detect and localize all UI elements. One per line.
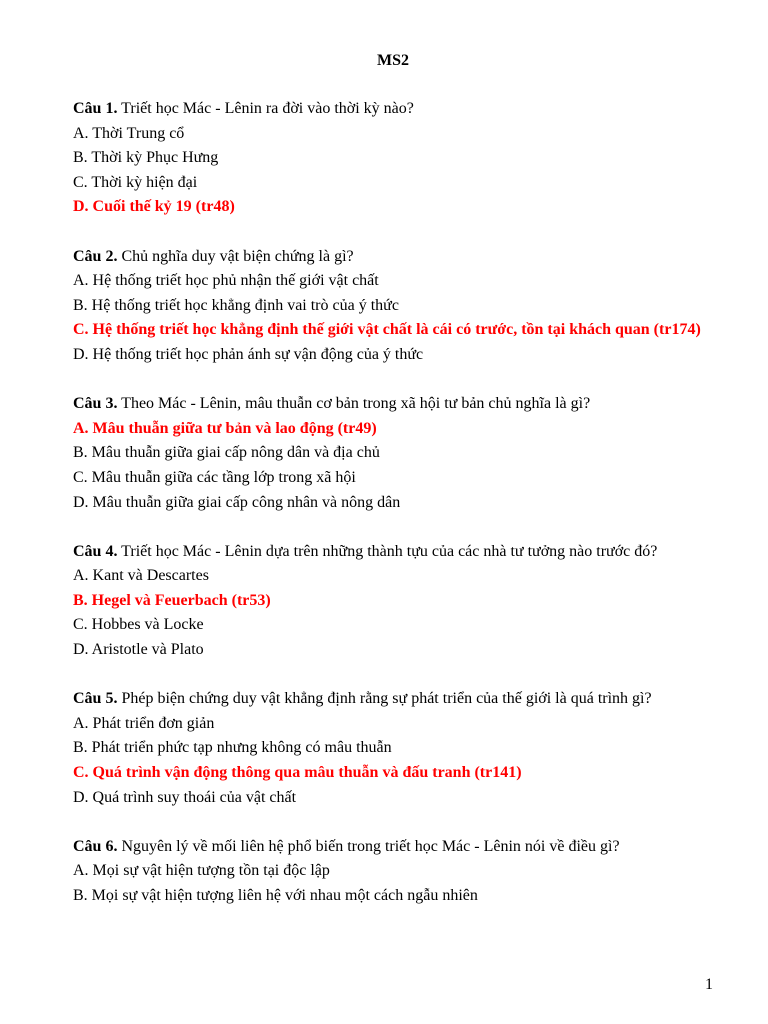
question-5-option-b: B. Phát triển phức tạp nhưng không có mâu thuẫn (73, 739, 392, 757)
question-5-prompt (73, 687, 711, 712)
question-1-option-c: C. Thời kỳ hiện đại (73, 173, 198, 191)
question-1-option-a: A. Thời Trung cổ (73, 124, 185, 142)
question-list (73, 97, 711, 933)
question-4-option-d: D. Aristotle và Plato (73, 641, 204, 659)
question-4-text: Triết học Mác - Lênin dựa trên những thành tựu của các nhà tư tưởng nào trước đó? (121, 542, 658, 560)
question-1-option-d-correct: D. Cuối thế kỷ 19 (tr48) (73, 198, 235, 216)
question-2-text: Chủ nghĩa duy vật biện chứng là gì? (121, 247, 354, 265)
question-2-option-c-correct: C. Hệ thống triết học khẳng định thế giới vật chất là cái có trước, tồn tại khách quan (tr174) (73, 321, 701, 339)
question-1-text: Triết học Mác - Lênin ra đời vào thời kỳ nào? (121, 100, 414, 117)
question-3-option-c: C. Mâu thuẫn giữa các tầng lớp trong xã hội (73, 468, 356, 486)
question-2-option-a: A. Hệ thống triết học phủ nhận thế giới vật chất (73, 272, 379, 290)
question-4-prompt (73, 540, 711, 565)
question-1-option-b: B. Thời kỳ Phục Hưng (73, 149, 219, 167)
question-3-label: Câu 3. (73, 395, 118, 413)
question-3-option-b: B. Mâu thuẫn giữa giai cấp nông dân và địa chủ (73, 444, 380, 462)
question-4-option-a: A. Kant và Descartes (73, 567, 209, 585)
question-5-option-a: A. Phát triển đơn giản (73, 714, 215, 732)
question-6-option-a: A. Mọi sự vật hiện tượng tồn tại độc lập (73, 862, 330, 880)
question-4-label: Câu 4. (73, 542, 118, 560)
question-4 (73, 540, 711, 663)
question-5-label: Câu 5. (73, 690, 118, 708)
question-4-option-b-correct: B. Hegel và Feuerbach (tr53) (73, 591, 271, 609)
question-2-option-d: D. Hệ thống triết học phản ánh sự vận động của ý thức (73, 345, 424, 363)
question-5 (73, 687, 711, 810)
question-3-option-a-correct: A. Mâu thuẫn giữa tư bản và lao động (tr49) (73, 419, 377, 437)
page-number: 1 (705, 976, 713, 993)
question-3-text: Theo Mác - Lênin, mâu thuẫn cơ bản trong xã hội tư bản chủ nghĩa là gì? (121, 395, 591, 413)
question-5-option-d: D. Quá trình suy thoái của vật chất (73, 788, 297, 806)
question-5-text: Phép biện chứng duy vật khẳng định rằng sự phát triển của thế giới là quá trình gì? (121, 690, 652, 708)
question-6 (73, 835, 711, 909)
question-6-label: Câu 6. (73, 837, 118, 855)
question-2-option-b: B. Hệ thống triết học khẳng định vai trò của ý thức (73, 296, 399, 314)
question-4-option-c: C. Hobbes và Locke (73, 616, 204, 634)
question-3 (73, 392, 711, 515)
question-1-prompt (73, 97, 711, 122)
question-6-text: Nguyên lý về mối liên hệ phổ biến trong triết học Mác - Lênin nói về điều gì? (121, 837, 620, 855)
question-3-prompt (73, 392, 711, 417)
page-title: MS2 (377, 52, 409, 69)
question-2 (73, 245, 711, 368)
question-2-prompt (73, 245, 711, 270)
question-1 (73, 97, 711, 220)
question-1-label: Câu 1. (73, 100, 118, 117)
question-6-prompt (73, 835, 711, 860)
question-5-option-c-correct: C. Quá trình vận động thông qua mâu thuẫn và đấu tranh (tr141) (73, 764, 522, 782)
question-3-option-d: D. Mâu thuẫn giữa giai cấp công nhân và nông dân (73, 493, 401, 511)
question-6-option-b: B. Mọi sự vật hiện tượng liên hệ với nhau một cách ngẫu nhiên (73, 887, 478, 904)
question-2-label: Câu 2. (73, 247, 118, 265)
